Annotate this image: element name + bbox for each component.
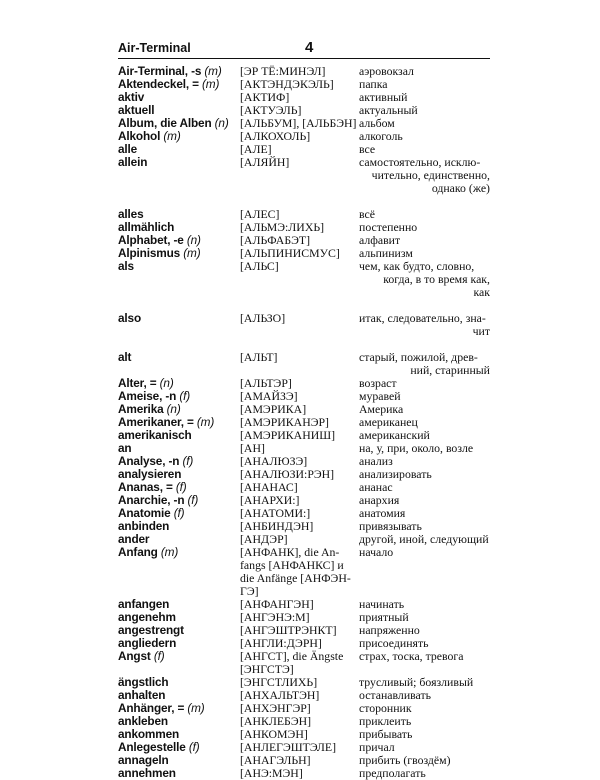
grammar-gender: (f)	[153, 649, 165, 663]
entry-transcription: [АЛЯЙН]	[240, 155, 290, 169]
translation-line: трусливый; боязливый	[359, 675, 474, 689]
translation-line: самостоятельно, исклю-	[359, 155, 481, 169]
entry-transcription: [АНГЛИ:ДЭРН]	[240, 636, 322, 650]
entry-transcription: [АКТЭНДЭКЭЛЬ]	[240, 77, 334, 91]
translation-line: начинать	[359, 597, 405, 611]
headword-text: Album, die Alben	[118, 116, 212, 130]
grammar-gender: (n)	[214, 116, 229, 130]
headword-text: Amerika	[118, 402, 164, 416]
translation-line: приятный	[359, 610, 409, 624]
translation-line: ананас	[359, 480, 393, 494]
entry-transcription: [АЛЬЗО]	[240, 311, 286, 325]
grammar-gender: (m)	[196, 415, 215, 429]
page-number: 4	[305, 39, 314, 56]
translation-line: альбом	[359, 116, 395, 130]
headword-text: annehmen	[118, 766, 176, 780]
entry-translation	[359, 546, 490, 559]
translation-line: страх, тоска, тревога	[359, 649, 464, 663]
entry-transcription: [АКТИФ]	[240, 90, 290, 104]
headword-text: analysieren	[118, 467, 182, 481]
entry-transcription: [АНАГЭЛЬН]	[240, 753, 311, 767]
grammar-gender: (m)	[183, 246, 201, 260]
headword-text: amerikanisch	[118, 428, 192, 442]
translation-line: Америка	[359, 402, 404, 416]
headword-text: angenehm	[118, 610, 176, 624]
translation-line: чем, как будто, словно,	[359, 259, 475, 273]
entry-headword	[118, 247, 240, 260]
headword-text: alles	[118, 207, 144, 221]
dictionary-entry	[118, 130, 490, 143]
grammar-gender: (f)	[182, 454, 194, 468]
dictionary-entry	[118, 91, 490, 104]
entry-transcription: [АМЭРИКАНИШ]	[240, 428, 336, 442]
headword-text: Angst	[118, 649, 151, 663]
translation-line: как	[473, 285, 490, 299]
grammar-gender: (m)	[204, 64, 222, 78]
entry-transcription: [АНХАЛЬТЭН]	[240, 688, 320, 702]
entry-translation	[359, 156, 490, 195]
grammar-gender: (f)	[173, 506, 185, 520]
entry-transcription: [АЛЕ]	[240, 142, 272, 156]
entry-translation	[359, 260, 490, 299]
grammar-gender: (f)	[188, 740, 200, 754]
translation-line: возраст	[359, 376, 397, 390]
translation-line: американец	[359, 415, 418, 429]
grammar-gender: (n)	[166, 402, 181, 416]
entry-headword	[118, 156, 240, 169]
headword-text: anfangen	[118, 597, 170, 611]
translation-line: альпинизм	[359, 246, 413, 260]
entry-transcription: [АНГЭНЭ:М]	[240, 610, 310, 624]
headword-text: Aktendeckel, =	[118, 77, 199, 91]
headword-text: angliedern	[118, 636, 177, 650]
entry-transcription: [АНАТОМИ:]	[240, 506, 311, 520]
translation-line: прибить (гвоздём)	[359, 753, 451, 767]
grammar-gender: (m)	[160, 545, 179, 559]
dictionary-entry	[118, 741, 490, 754]
page-header	[118, 40, 490, 59]
headword-text: Ananas, =	[118, 480, 173, 494]
grammar-gender: (n)	[186, 233, 201, 247]
entry-transcription: [АНАНАС]	[240, 480, 298, 494]
dictionary-entry	[118, 78, 490, 91]
translation-line: актуальный	[359, 103, 418, 117]
headword-text: als	[118, 259, 134, 273]
translation-line: приклеить	[359, 714, 412, 728]
running-head: Air-Terminal	[118, 41, 191, 55]
translation-line: итак, следовательно, зна-	[359, 311, 486, 325]
translation-line: прибывать	[359, 727, 413, 741]
translation-line: ний, старинный	[410, 363, 490, 377]
headword-text: alt	[118, 350, 132, 364]
translation-line: присоединять	[359, 636, 429, 650]
entry-headword	[118, 767, 240, 780]
dictionary-entry	[118, 312, 490, 338]
dictionary-entry	[118, 650, 490, 676]
translation-line: анализ	[359, 454, 393, 468]
translation-line: постепенно	[359, 220, 418, 234]
translation-line: аэровокзал	[359, 64, 414, 78]
grammar-gender: (f)	[187, 493, 199, 507]
entry-transcription: [АЛЬБУМ], [АЛЬБЭН]	[240, 116, 357, 130]
headword-text: Alpinismus	[118, 246, 181, 260]
entry-translation	[359, 351, 490, 377]
headword-text: anhalten	[118, 688, 166, 702]
headword-text: Air-Terminal, -s	[118, 64, 202, 78]
entry-transcription: [АНГСТ], die Ängste [ЭНГСТЭ]	[240, 649, 344, 676]
translation-line: чит	[472, 324, 490, 338]
translation-line: старый, пожилой, древ-	[359, 350, 478, 364]
translation-line: сторонник	[359, 701, 412, 715]
entry-transcription: [АНКОМЭН]	[240, 727, 308, 741]
translation-line: анализировать	[359, 467, 432, 481]
entry-transcription: [АНГЭШТРЭНКТ]	[240, 623, 337, 637]
entry-transcription: [АЛЬТ]	[240, 350, 278, 364]
translation-line: активный	[359, 90, 408, 104]
translation-line: однако (же)	[431, 181, 490, 195]
entry-transcription: [АНАРХИ:]	[240, 493, 300, 507]
translation-line: другой, иной, следующий	[359, 532, 489, 546]
headword-text: ankleben	[118, 714, 168, 728]
headword-text: an	[118, 441, 132, 455]
translation-line: когда, в то время как,	[383, 272, 490, 286]
entry-transcription: [ЭР ТЁ:МИНЭЛ]	[240, 64, 326, 78]
entry-transcription: [АНЭ:МЭН]	[240, 766, 303, 780]
translation-line: привязывать	[359, 519, 422, 533]
entry-translation	[359, 130, 490, 143]
entry-transcription: [АНЛЕГЭШТЭЛЕ]	[240, 740, 337, 754]
translation-line: алфавит	[359, 233, 401, 247]
entry-transcription: [АНДЭР]	[240, 532, 288, 546]
entry-headword	[118, 351, 240, 364]
entry-transcription: [АЛЬТЭР]	[240, 376, 292, 390]
headword-text: Alkohol	[118, 129, 161, 143]
entry-transcription: [АНХЭНГЭР]	[240, 701, 311, 715]
entry-translation	[359, 650, 490, 663]
entry-transcription: [АМЭРИКА]	[240, 402, 307, 416]
translation-line: начало	[359, 545, 394, 559]
headword-text: Analyse, -n	[118, 454, 180, 468]
entry-transcription: [АНАЛЮЗИ:РЭН]	[240, 467, 335, 481]
entry-transcription: [ЭНГСТЛИХЬ]	[240, 675, 318, 689]
entry-transcription: [АЛЬМЭ:ЛИХЬ]	[240, 220, 325, 234]
headword-text: Anlegestelle	[118, 740, 186, 754]
grammar-gender: (f)	[175, 480, 187, 494]
entry-translation	[359, 767, 490, 780]
entry-transcription: [АМАЙЗЭ]	[240, 389, 298, 403]
entry-transcription: [АКТУЭЛЬ]	[240, 103, 302, 117]
translation-line: напряженно	[359, 623, 420, 637]
translation-line: все	[359, 142, 376, 156]
entry-transcription: [АЛЕС]	[240, 207, 280, 221]
translation-line: останавливать	[359, 688, 432, 702]
entry-translation	[359, 754, 490, 767]
headword-text: angestrengt	[118, 623, 184, 637]
translation-line: предполагать	[359, 766, 426, 780]
headword-text: Anhänger, =	[118, 701, 185, 715]
entry-headword	[118, 260, 240, 273]
entry-transcription: [АН]	[240, 441, 265, 455]
headword-text: allmählich	[118, 220, 175, 234]
translation-line: американский	[359, 428, 430, 442]
headword-text: annageln	[118, 753, 169, 767]
entry-headword	[118, 650, 240, 663]
headword-text: Anatomie	[118, 506, 171, 520]
entry-list	[118, 65, 490, 780]
dictionary-entry	[118, 260, 490, 299]
entry-transcription: [АЛЬФАБЭТ]	[240, 233, 311, 247]
translation-line: муравей	[359, 389, 401, 403]
grammar-gender: (f)	[179, 389, 190, 403]
entry-transcription: [АНФАНГЭН]	[240, 597, 314, 611]
headword-text: allein	[118, 155, 148, 169]
entry-transcription: [АЛКОХОЛЬ]	[240, 129, 311, 143]
entry-transcription: [АНБИНДЭН]	[240, 519, 314, 533]
entry-translation	[359, 741, 490, 754]
entry-transcription: [АЛЬПИНИСМУС]	[240, 246, 340, 260]
entry-transcription: [АНФАНК], die An- fangs [АНФАНКС] и die Anfänge [АНФЭН- ГЭ]	[240, 545, 351, 598]
dictionary-entry	[118, 767, 490, 780]
translation-line: чительно, единственно,	[371, 168, 490, 182]
grammar-gender: (m)	[163, 129, 181, 143]
headword-text: ankommen	[118, 727, 180, 741]
entry-headword	[118, 546, 240, 559]
translation-line: анархия	[359, 493, 400, 507]
dictionary-entry	[118, 156, 490, 195]
translation-line: всё	[359, 207, 375, 221]
entry-transcription: [АНАЛЮЗЭ]	[240, 454, 308, 468]
translation-line: папка	[359, 77, 388, 91]
headword-text: Anarchie, -n	[118, 493, 185, 507]
entry-translation	[359, 312, 490, 338]
headword-text: aktuell	[118, 103, 155, 117]
entry-headword	[118, 429, 240, 442]
grammar-gender: (n)	[159, 376, 174, 390]
grammar-gender: (m)	[202, 77, 220, 91]
translation-line: анатомия	[359, 506, 406, 520]
headword-text: Amerikaner, =	[118, 415, 194, 429]
entry-transcription: [АМЭРИКАНЭР]	[240, 415, 329, 429]
headword-text: Alphabet, -e	[118, 233, 184, 247]
entry-transcription: [АЛЬС]	[240, 259, 279, 273]
headword-text: aktiv	[118, 90, 145, 104]
entry-transcription: [АНКЛЕБЭН]	[240, 714, 312, 728]
headword-text: ander	[118, 532, 150, 546]
headword-text: alle	[118, 142, 138, 156]
headword-text: Ameise, -n	[118, 389, 177, 403]
grammar-gender: (m)	[187, 701, 205, 715]
headword-text: Alter, =	[118, 376, 157, 390]
entry-headword	[118, 312, 240, 325]
dictionary-page	[118, 40, 490, 780]
headword-text: Anfang	[118, 545, 158, 559]
headword-text: also	[118, 311, 142, 325]
translation-line: причал	[359, 740, 395, 754]
headword-text: anbinden	[118, 519, 170, 533]
dictionary-entry	[118, 546, 490, 598]
headword-text: ängstlich	[118, 675, 169, 689]
dictionary-entry	[118, 351, 490, 377]
translation-line: алкоголь	[359, 129, 403, 143]
translation-line: на, у, при, около, возле	[359, 441, 474, 455]
